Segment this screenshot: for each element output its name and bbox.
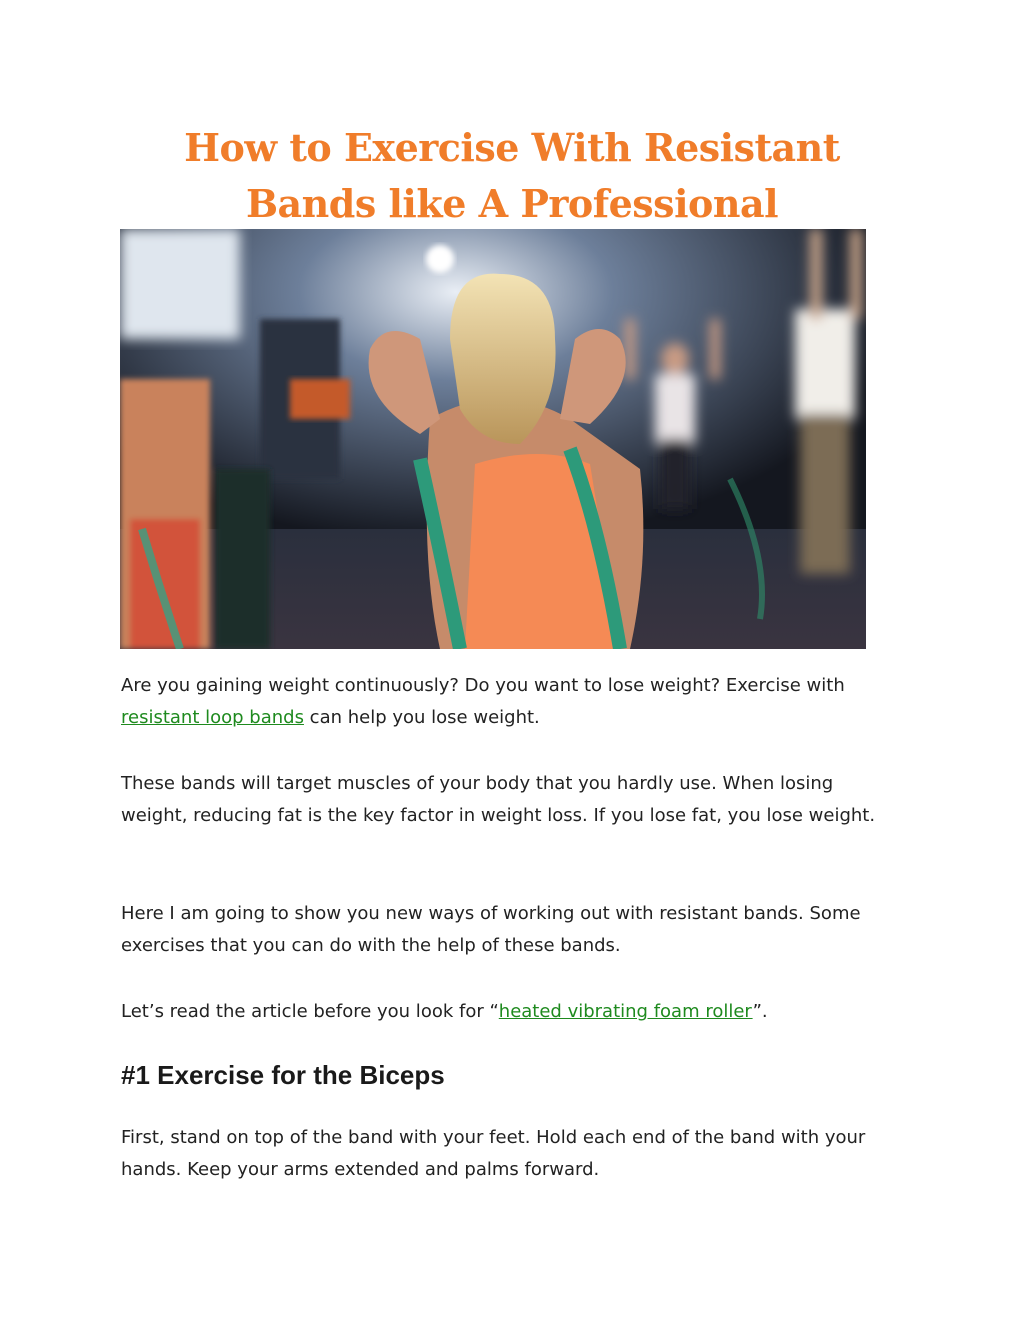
resistant-loop-bands-link[interactable]: resistant loop bands bbox=[121, 707, 304, 728]
read-article-text-end: ”. bbox=[752, 1001, 768, 1022]
heated-vibrating-foam-roller-link[interactable]: heated vibrating foam roller bbox=[498, 1001, 753, 1022]
hero-image bbox=[120, 229, 866, 649]
title-line-2: Bands like A Professional bbox=[245, 181, 779, 226]
new-ways-paragraph: Here I am going to show you new ways of working out with resistant bands. Some exercises that you can do with the help of these bands. bbox=[121, 903, 861, 956]
read-article-text: Let’s read the article before you look for “ bbox=[121, 1001, 499, 1022]
title-line-1: How to Exercise With Resistant bbox=[184, 125, 840, 170]
intro-text-end: can help you lose weight. bbox=[303, 707, 540, 728]
hero-illustration bbox=[120, 229, 866, 649]
biceps-paragraph: First, stand on top of the band with your feet. Hold each end of the band with your hands. Keep your arms extended and palms forward. bbox=[121, 1127, 866, 1180]
bands-paragraph: These bands will target muscles of your body that you hardly use. When losing weight, reducing fat is the key factor in weight loss. If you lose fat, you lose weight. bbox=[121, 773, 876, 826]
intro-text: Are you gaining weight continuously? Do you want to lose weight? Exercise with bbox=[121, 675, 845, 696]
page-title bbox=[100, 120, 924, 232]
intro-paragraph bbox=[121, 670, 901, 734]
section-heading-biceps: #1 Exercise for the Biceps bbox=[121, 1060, 445, 1090]
read-article-paragraph bbox=[121, 996, 901, 1028]
